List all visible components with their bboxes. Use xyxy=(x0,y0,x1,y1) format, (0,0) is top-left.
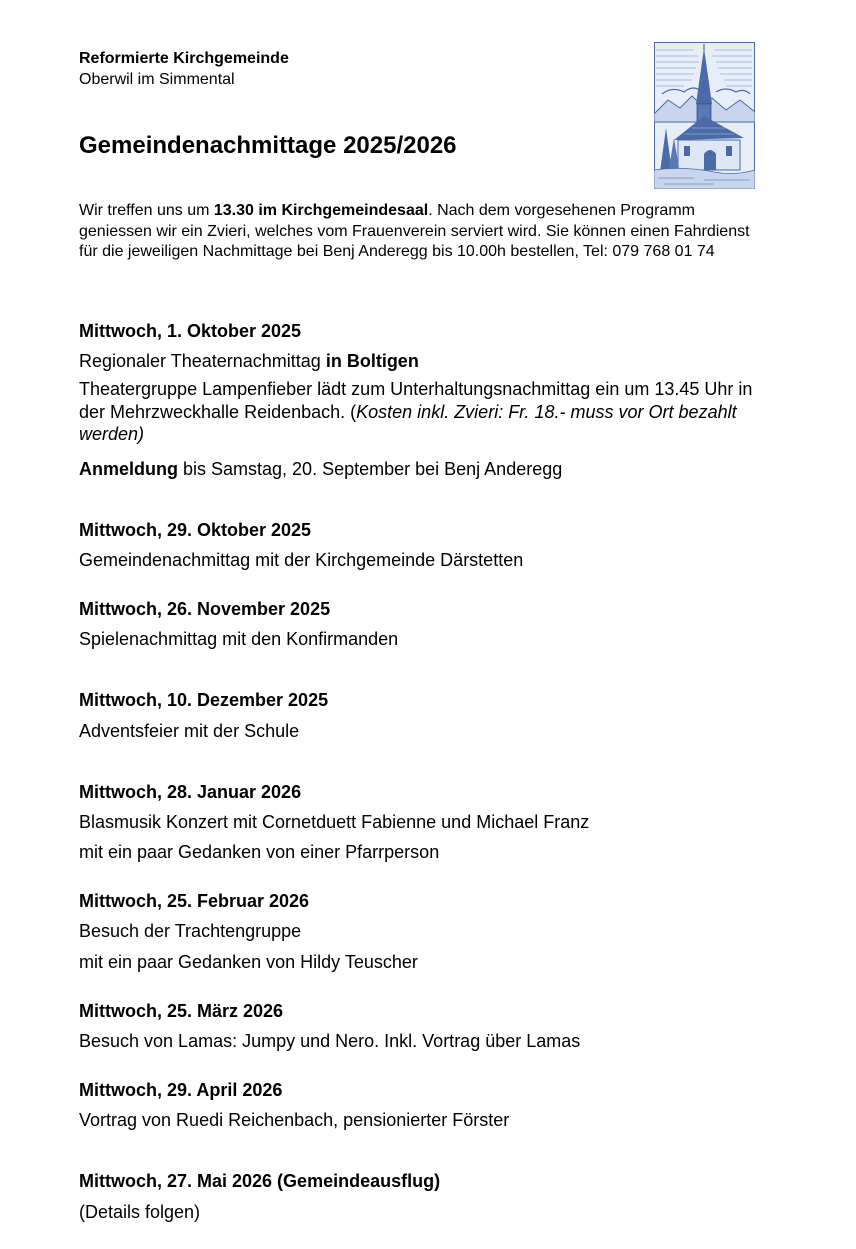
event-date: Mittwoch, 25. März 2026 xyxy=(79,1001,284,1021)
event-date: Mittwoch, 28. Januar 2026 xyxy=(79,782,302,802)
event-description-2: mit ein paar Gedanken von einer Pfarrperson xyxy=(79,842,440,862)
event-date: Mittwoch, 29. Oktober 2025 xyxy=(79,520,312,540)
signup-label: Anmeldung xyxy=(79,459,178,479)
event-description xyxy=(79,350,419,372)
event-description: Vortrag von Ruedi Reichenbach, pensionierter Förster xyxy=(79,1110,510,1130)
event-date: Mittwoch, 27. Mai 2026 (Gemeindeausflug) xyxy=(79,1171,441,1191)
event-details xyxy=(79,378,779,446)
event-description: (Details folgen) xyxy=(79,1202,201,1222)
intro-text-2: . Nach dem vorgesehenen Programm geniessen wir ein Zvieri, welches vom Frauenverein serviert wird. Sie können einen Fahrdienst für die jeweiligen Nachmittage bei Benj Anderegg bis 10.00h bestellen, Tel: 079 768 01 74 xyxy=(79,202,750,261)
event-description: Adventsfeier mit der Schule xyxy=(79,721,300,741)
event-description: Gemeindenachmittag mit der Kirchgemeinde Därstetten xyxy=(79,550,524,570)
event-date: Mittwoch, 29. April 2026 xyxy=(79,1080,283,1100)
event-line-text: Regionaler Theaternachmittag xyxy=(79,351,326,371)
event-date: Mittwoch, 1. Oktober 2025 xyxy=(79,321,302,341)
event-location: in Boltigen xyxy=(325,351,419,371)
event-date: Mittwoch, 10. Dezember 2025 xyxy=(79,690,329,710)
event-date: Mittwoch, 26. November 2025 xyxy=(79,599,331,619)
event-description: Besuch von Lamas: Jumpy und Nero. Inkl. Vortrag über Lamas xyxy=(79,1031,581,1051)
intro-meeting-place: 13.30 im Kirchgemeindesaal xyxy=(213,202,429,219)
event-description: Blasmusik Konzert mit Cornetduett Fabienne und Michael Franz xyxy=(79,812,590,832)
org-location: Oberwil im Simmental xyxy=(79,71,235,88)
event-description: Spielenachmittag mit den Konfirmanden xyxy=(79,629,399,649)
event-description-2: mit ein paar Gedanken von Hildy Teuscher xyxy=(79,952,418,972)
event-signup xyxy=(79,458,562,480)
org-name: Reformierte Kirchgemeinde xyxy=(79,50,289,67)
event-description: Besuch der Trachtengruppe xyxy=(79,921,302,941)
event-details-text: Theatergruppe Lampenfieber lädt zum Unterhaltungsnachmittag ein um 13.45 Uhr in der Mehrzweckhalle Reidenbach. ( xyxy=(79,379,753,422)
church-woodcut-logo-icon xyxy=(654,42,755,189)
intro-text-1: Wir treffen uns um xyxy=(79,202,214,219)
event-date: Mittwoch, 25. Februar 2026 xyxy=(79,891,310,911)
signup-text: bis Samstag, 20. September bei Benj Anderegg xyxy=(178,459,563,479)
intro-paragraph xyxy=(79,201,759,263)
event-cost-note: Kosten inkl. Zvieri: Fr. 18.- muss vor Ort bezahlt werden) xyxy=(79,401,737,444)
page-title: Gemeindenachmittage 2025/2026 xyxy=(79,132,457,159)
